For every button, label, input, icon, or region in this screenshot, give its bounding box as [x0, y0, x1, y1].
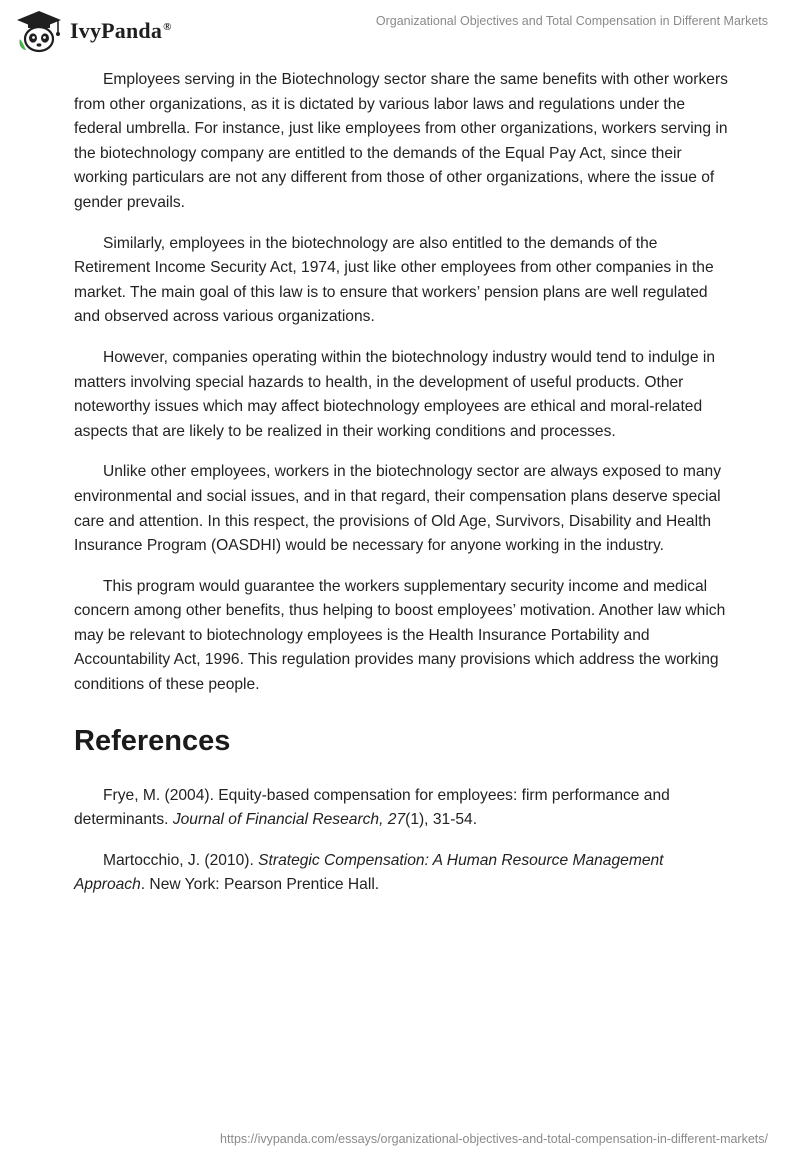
reference-1: Frye, M. (2004). Equity-based compensation for employees: firm performance and determinants. Journal of Financial Research, 27(1), 31-54.: [74, 786, 670, 829]
references-heading: References: [74, 724, 231, 757]
paragraph-3: However, companies operating within the biotechnology industry would tend to indulge in matters involving special hazards to health, in the development of useful products. Other noteworthy issues which may affect biotechnology employees are ethical and moral-related aspects that are likely to be realized in their working conditions and processes.: [74, 348, 716, 440]
source-url[interactable]: https://ivypanda.com/essays/organizational-objectives-and-total-compensation-in-different-markets/: [220, 1132, 768, 1146]
document-title: Organizational Objectives and Total Compensation in Different Markets: [375, 14, 768, 28]
brand-logo[interactable]: [14, 8, 172, 54]
reference-2: Martocchio, J. (2010). Strategic Compensation: A Human Resource Management Approach. New York: Pearson Prentice Hall.: [74, 851, 664, 894]
brand-name: IvyPanda®: [70, 18, 172, 43]
paragraph-5: This program would guarantee the workers supplementary security income and medical concern among other benefits, thus helping to boost employees’ motivation. Another law which may be relevant to biotechnology employees is the Health Insurance Portability and Accountability Act, 1996. This regulation provides many provisions which address the working conditions of these people.: [74, 577, 726, 694]
paragraph-1: Employees serving in the Biotechnology sector share the same benefits with other workers from other organizations, as it is dictated by various labor laws and regulations under the federal umbrella. For instance, just like employees from other organizations, workers serving in the biotechnology company are entitled to the demands of the Equal Pay Act, since their working particulars are not any different from those of other organizations, where the issue of gender prevails.: [74, 71, 728, 211]
paragraph-2: Similarly, employees in the biotechnology are also entitled to the demands of the Retirement Income Security Act, 1974, just like other employees from other companies in the market. The main goal of this law is to ensure that workers’ pension plans are well regulated and observed across various organizations.: [74, 234, 714, 326]
panda-graduate-icon: [14, 9, 64, 53]
paragraph-4: Unlike other employees, workers in the biotechnology sector are always exposed to many environmental and social issues, and in that regard, their compensation plans deserve special care and attention. In this respect, the provisions of Old Age, Survivors, Disability and Health Insurance Program (OASDHI) would be necessary for anyone working in the industry.: [74, 463, 722, 555]
essay-body: [74, 68, 730, 914]
